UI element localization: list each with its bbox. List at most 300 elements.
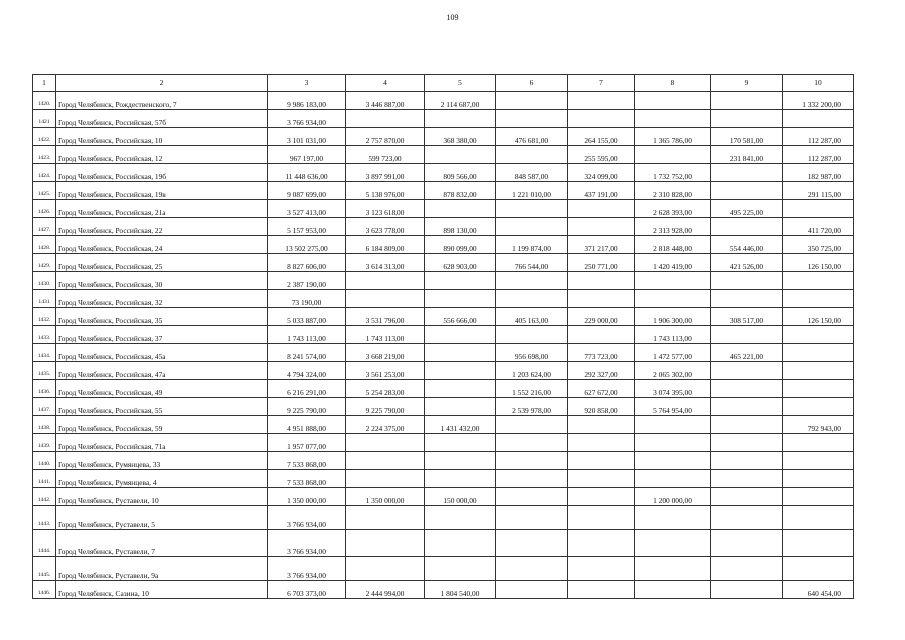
value-cell: 1 199 874,00 (496, 236, 568, 254)
value-cell (425, 530, 496, 557)
value-cell (496, 488, 568, 506)
value-cell (783, 290, 854, 308)
value-cell: 421 526,00 (711, 254, 783, 272)
row-number-cell: 1426. (33, 200, 56, 218)
table-row (33, 164, 854, 182)
value-cell: 1 332 200,00 (783, 92, 854, 110)
value-cell: 792 943,00 (783, 416, 854, 434)
value-cell (635, 290, 711, 308)
value-cell (425, 557, 496, 581)
table-row (33, 326, 854, 344)
value-cell (496, 110, 568, 128)
value-cell: 3 623 778,00 (346, 218, 425, 236)
value-cell: 878 832,00 (425, 182, 496, 200)
value-cell: 7 533 868,00 (268, 470, 346, 488)
value-cell (496, 530, 568, 557)
value-cell: 5 157 953,00 (268, 218, 346, 236)
value-cell: 3 527 413,00 (268, 200, 346, 218)
address-cell: Город Челябинск, Румянцева, 33 (56, 452, 268, 470)
value-cell (711, 380, 783, 398)
value-cell: 1 200 000,00 (635, 488, 711, 506)
value-cell: 1 552 216,00 (496, 380, 568, 398)
value-cell: 773 723,00 (568, 344, 635, 362)
value-cell (496, 581, 568, 599)
table-row (33, 557, 854, 581)
value-cell (568, 488, 635, 506)
value-cell (496, 326, 568, 344)
value-cell (568, 530, 635, 557)
row-number-cell: 1444. (33, 530, 56, 557)
header-cell: 1 (33, 75, 56, 92)
table-body (33, 75, 854, 599)
value-cell (346, 557, 425, 581)
value-cell: 3 531 796,00 (346, 308, 425, 326)
value-cell (346, 470, 425, 488)
value-cell: 182 987,00 (783, 164, 854, 182)
value-cell (711, 488, 783, 506)
value-cell (568, 452, 635, 470)
value-cell (783, 506, 854, 530)
value-cell (568, 92, 635, 110)
value-cell (711, 452, 783, 470)
value-cell: 1 743 113,00 (268, 326, 346, 344)
value-cell: 2 818 448,00 (635, 236, 711, 254)
table-row (33, 200, 854, 218)
address-cell: Город Челябинск, Российская, 59 (56, 416, 268, 434)
value-cell (496, 200, 568, 218)
value-cell: 7 533 868,00 (268, 452, 346, 470)
value-cell: 3 766 934,00 (268, 557, 346, 581)
value-cell: 264 155,00 (568, 128, 635, 146)
address-cell: Город Челябинск, Руставели, 7 (56, 530, 268, 557)
row-number-cell: 1420. (33, 92, 56, 110)
value-cell: 112 287,00 (783, 128, 854, 146)
value-cell: 3 446 887,00 (346, 92, 425, 110)
value-cell: 2 313 928,00 (635, 218, 711, 236)
value-cell: 1 804 540,00 (425, 581, 496, 599)
value-cell: 126 150,00 (783, 308, 854, 326)
value-cell: 495 225,00 (711, 200, 783, 218)
value-cell (635, 470, 711, 488)
value-cell: 1 957 077,00 (268, 434, 346, 452)
value-cell (635, 557, 711, 581)
value-cell: 1 431 432,00 (425, 416, 496, 434)
value-cell: 809 566,00 (425, 164, 496, 182)
value-cell (783, 434, 854, 452)
value-cell (711, 218, 783, 236)
address-cell: Город Челябинск, Российская, 19б (56, 164, 268, 182)
address-cell: Город Челябинск, Российская, 45а (56, 344, 268, 362)
row-number-cell: 1441. (33, 470, 56, 488)
row-number-cell: 1433. (33, 326, 56, 344)
value-cell (711, 326, 783, 344)
value-cell: 292 327,00 (568, 362, 635, 380)
value-cell (635, 506, 711, 530)
row-number-cell: 1446. (33, 581, 56, 599)
value-cell (346, 272, 425, 290)
address-cell: Город Челябинск, Российская, 32 (56, 290, 268, 308)
value-cell (496, 416, 568, 434)
row-number-cell: 1434. (33, 344, 56, 362)
table-header-row (33, 75, 854, 92)
header-cell: 3 (268, 75, 346, 92)
value-cell: 1 420 419,00 (635, 254, 711, 272)
address-cell: Город Челябинск, Российская, 55 (56, 398, 268, 416)
value-cell (711, 434, 783, 452)
address-cell: Город Челябинск, Российская, 37 (56, 326, 268, 344)
value-cell (496, 290, 568, 308)
value-cell: 920 858,00 (568, 398, 635, 416)
row-number-cell: 1425. (33, 182, 56, 200)
value-cell (346, 506, 425, 530)
table-row (33, 236, 854, 254)
value-cell (568, 218, 635, 236)
value-cell: 255 595,00 (568, 146, 635, 164)
value-cell: 5 033 887,00 (268, 308, 346, 326)
value-cell (496, 506, 568, 530)
table-row (33, 434, 854, 452)
table-row (33, 110, 854, 128)
address-cell: Город Челябинск, Российская, 35 (56, 308, 268, 326)
value-cell: 9 225 790,00 (268, 398, 346, 416)
value-cell: 11 448 636,00 (268, 164, 346, 182)
value-cell (346, 530, 425, 557)
value-cell (425, 452, 496, 470)
header-cell: 8 (635, 75, 711, 92)
value-cell: 437 191,00 (568, 182, 635, 200)
value-cell: 1 472 577,00 (635, 344, 711, 362)
value-cell: 3 101 031,00 (268, 128, 346, 146)
page-number: 109 (446, 13, 459, 22)
value-cell: 350 725,00 (783, 236, 854, 254)
value-cell (783, 530, 854, 557)
row-number-cell: 1438. (33, 416, 56, 434)
table-row (33, 488, 854, 506)
value-cell: 405 163,00 (496, 308, 568, 326)
row-number-cell: 1440. (33, 452, 56, 470)
value-cell (635, 146, 711, 164)
value-cell: 411 720,00 (783, 218, 854, 236)
header-cell: 4 (346, 75, 425, 92)
value-cell: 3 668 219,00 (346, 344, 425, 362)
value-cell (568, 581, 635, 599)
value-cell (425, 398, 496, 416)
value-cell (783, 362, 854, 380)
value-cell (496, 218, 568, 236)
value-cell (783, 488, 854, 506)
value-cell (425, 470, 496, 488)
value-cell: 2 539 978,00 (496, 398, 568, 416)
value-cell: 2 310 828,00 (635, 182, 711, 200)
value-cell: 308 517,00 (711, 308, 783, 326)
value-cell: 1 365 786,00 (635, 128, 711, 146)
value-cell: 3 614 313,00 (346, 254, 425, 272)
value-cell: 2 628 393,00 (635, 200, 711, 218)
row-number-cell: 1439. (33, 434, 56, 452)
row-number-cell: 1442. (33, 488, 56, 506)
value-cell (635, 581, 711, 599)
value-cell (635, 92, 711, 110)
value-cell (711, 416, 783, 434)
value-cell: 1 906 300,00 (635, 308, 711, 326)
table-row (33, 146, 854, 164)
value-cell: 291 115,00 (783, 182, 854, 200)
value-cell: 324 099,00 (568, 164, 635, 182)
value-cell: 250 771,00 (568, 254, 635, 272)
value-cell (425, 200, 496, 218)
value-cell (568, 290, 635, 308)
value-cell: 1 203 624,00 (496, 362, 568, 380)
value-cell (496, 452, 568, 470)
value-cell (635, 272, 711, 290)
value-cell: 890 099,00 (425, 236, 496, 254)
value-cell (711, 182, 783, 200)
table-row (33, 92, 854, 110)
value-cell: 3 766 934,00 (268, 506, 346, 530)
address-cell: Город Челябинск, Российская, 30 (56, 272, 268, 290)
value-cell: 6 184 809,00 (346, 236, 425, 254)
row-number-cell: 1430. (33, 272, 56, 290)
row-number-cell: 1432. (33, 308, 56, 326)
row-number-cell: 1424. (33, 164, 56, 182)
value-cell (568, 470, 635, 488)
value-cell: 898 130,00 (425, 218, 496, 236)
value-cell: 1 743 113,00 (346, 326, 425, 344)
value-cell (425, 110, 496, 128)
value-cell (635, 452, 711, 470)
address-cell: Город Челябинск, Российская, 21а (56, 200, 268, 218)
value-cell (425, 344, 496, 362)
address-cell: Город Челябинск, Российская, 25 (56, 254, 268, 272)
value-cell: 13 502 275,00 (268, 236, 346, 254)
address-cell: Город Челябинск, Российская, 49 (56, 380, 268, 398)
value-cell (711, 290, 783, 308)
table-row (33, 182, 854, 200)
row-number-cell: 1428. (33, 236, 56, 254)
value-cell (783, 326, 854, 344)
value-cell: 2 387 190,00 (268, 272, 346, 290)
address-cell: Город Челябинск, Российская, 47а (56, 362, 268, 380)
header-cell: 2 (56, 75, 268, 92)
table-row (33, 308, 854, 326)
value-cell (346, 434, 425, 452)
value-cell: 8 827 606,00 (268, 254, 346, 272)
value-cell: 9 225 790,00 (346, 398, 425, 416)
header-cell: 6 (496, 75, 568, 92)
value-cell (635, 110, 711, 128)
value-cell: 9 986 183,00 (268, 92, 346, 110)
value-cell (635, 416, 711, 434)
value-cell: 112 287,00 (783, 146, 854, 164)
address-cell: Город Челябинск, Российская, 57б (56, 110, 268, 128)
address-cell: Город Челябинск, Руставели, 5 (56, 506, 268, 530)
value-cell (783, 470, 854, 488)
table-row (33, 506, 854, 530)
table-row (33, 254, 854, 272)
row-number-cell: 1423. (33, 146, 56, 164)
value-cell: 5 254 283,00 (346, 380, 425, 398)
value-cell (568, 326, 635, 344)
value-cell: 1 743 113,00 (635, 326, 711, 344)
table-row (33, 581, 854, 599)
value-cell (711, 92, 783, 110)
value-cell (783, 272, 854, 290)
header-cell: 7 (568, 75, 635, 92)
value-cell (425, 362, 496, 380)
data-table (32, 74, 854, 599)
table-row (33, 416, 854, 434)
value-cell: 5 764 954,00 (635, 398, 711, 416)
value-cell (635, 530, 711, 557)
value-cell (783, 452, 854, 470)
value-cell: 368 380,00 (425, 128, 496, 146)
header-cell: 9 (711, 75, 783, 92)
value-cell (568, 506, 635, 530)
value-cell: 599 723,00 (346, 146, 425, 164)
value-cell (496, 557, 568, 581)
value-cell: 3 561 253,00 (346, 362, 425, 380)
address-cell: Город Челябинск, Сазина, 10 (56, 581, 268, 599)
value-cell (783, 557, 854, 581)
value-cell: 6 703 373,00 (268, 581, 346, 599)
address-cell: Город Челябинск, Российская, 24 (56, 236, 268, 254)
value-cell (425, 146, 496, 164)
address-cell: Город Челябинск, Руставели, 9а (56, 557, 268, 581)
value-cell: 2 114 687,00 (425, 92, 496, 110)
header-cell: 10 (783, 75, 854, 92)
value-cell (711, 362, 783, 380)
row-number-cell: 1437. (33, 398, 56, 416)
value-cell (783, 110, 854, 128)
value-cell: 8 241 574,00 (268, 344, 346, 362)
value-cell (711, 530, 783, 557)
value-cell (425, 326, 496, 344)
table-row (33, 380, 854, 398)
address-cell: Город Челябинск, Российская, 71а (56, 434, 268, 452)
row-number-cell: 1435. (33, 362, 56, 380)
address-cell: Город Челябинск, Руставели, 10 (56, 488, 268, 506)
value-cell (496, 146, 568, 164)
value-cell: 73 190,00 (268, 290, 346, 308)
value-cell: 6 216 291,00 (268, 380, 346, 398)
value-cell (711, 164, 783, 182)
value-cell (568, 272, 635, 290)
value-cell: 556 666,00 (425, 308, 496, 326)
value-cell: 1 221 010,00 (496, 182, 568, 200)
value-cell: 967 197,00 (268, 146, 346, 164)
value-cell (425, 434, 496, 452)
value-cell (346, 452, 425, 470)
value-cell: 3 074 395,00 (635, 380, 711, 398)
value-cell: 627 672,00 (568, 380, 635, 398)
table-row (33, 452, 854, 470)
value-cell: 2 224 375,00 (346, 416, 425, 434)
value-cell: 628 903,00 (425, 254, 496, 272)
value-cell (635, 434, 711, 452)
value-cell (783, 344, 854, 362)
row-number-cell: 1422. (33, 128, 56, 146)
value-cell (711, 557, 783, 581)
value-cell: 126 150,00 (783, 254, 854, 272)
value-cell (496, 434, 568, 452)
value-cell (711, 272, 783, 290)
value-cell (346, 290, 425, 308)
address-cell: Город Челябинск, Российская, 12 (56, 146, 268, 164)
value-cell: 371 217,00 (568, 236, 635, 254)
value-cell (783, 200, 854, 218)
table-row (33, 128, 854, 146)
value-cell: 9 087 699,00 (268, 182, 346, 200)
value-cell: 3 123 618,00 (346, 200, 425, 218)
value-cell: 4 951 888,00 (268, 416, 346, 434)
value-cell (783, 380, 854, 398)
address-cell: Город Челябинск, Российская, 19в (56, 182, 268, 200)
table-row (33, 218, 854, 236)
value-cell: 956 698,00 (496, 344, 568, 362)
address-cell: Город Челябинск, Рождественского, 7 (56, 92, 268, 110)
value-cell: 476 681,00 (496, 128, 568, 146)
value-cell: 2 757 870,00 (346, 128, 425, 146)
value-cell: 1 350 000,00 (346, 488, 425, 506)
header-cell: 5 (425, 75, 496, 92)
value-cell: 4 794 324,00 (268, 362, 346, 380)
table-row (33, 290, 854, 308)
value-cell: 2 444 994,00 (346, 581, 425, 599)
value-cell: 465 221,00 (711, 344, 783, 362)
value-cell (496, 272, 568, 290)
row-number-cell: 1429. (33, 254, 56, 272)
value-cell (496, 470, 568, 488)
table-row (33, 272, 854, 290)
row-number-cell: 1443. (33, 506, 56, 530)
address-cell: Город Челябинск, Российская, 10 (56, 128, 268, 146)
row-number-cell: 1436. (33, 380, 56, 398)
value-cell: 2 065 302,00 (635, 362, 711, 380)
value-cell: 3 766 934,00 (268, 530, 346, 557)
value-cell: 1 350 000,00 (268, 488, 346, 506)
value-cell (346, 110, 425, 128)
value-cell (568, 110, 635, 128)
value-cell (568, 200, 635, 218)
row-number-cell: 1421 (33, 110, 56, 128)
value-cell: 229 000,00 (568, 308, 635, 326)
table-row (33, 470, 854, 488)
value-cell (711, 581, 783, 599)
address-cell: Город Челябинск, Российская, 22 (56, 218, 268, 236)
value-cell: 5 138 976,00 (346, 182, 425, 200)
value-cell: 3 766 934,00 (268, 110, 346, 128)
value-cell: 848 587,00 (496, 164, 568, 182)
value-cell (425, 380, 496, 398)
value-cell (568, 416, 635, 434)
value-cell (425, 290, 496, 308)
value-cell: 554 446,00 (711, 236, 783, 254)
value-cell: 150 000,00 (425, 488, 496, 506)
value-cell: 1 732 752,00 (635, 164, 711, 182)
row-number-cell: 1445. (33, 557, 56, 581)
value-cell (568, 557, 635, 581)
value-cell (568, 434, 635, 452)
value-cell (783, 398, 854, 416)
row-number-cell: 1427. (33, 218, 56, 236)
value-cell (711, 110, 783, 128)
value-cell (711, 398, 783, 416)
table-row (33, 362, 854, 380)
address-cell: Город Челябинск, Румянцева, 4 (56, 470, 268, 488)
value-cell (425, 506, 496, 530)
value-cell: 640 454,00 (783, 581, 854, 599)
table-row (33, 530, 854, 557)
